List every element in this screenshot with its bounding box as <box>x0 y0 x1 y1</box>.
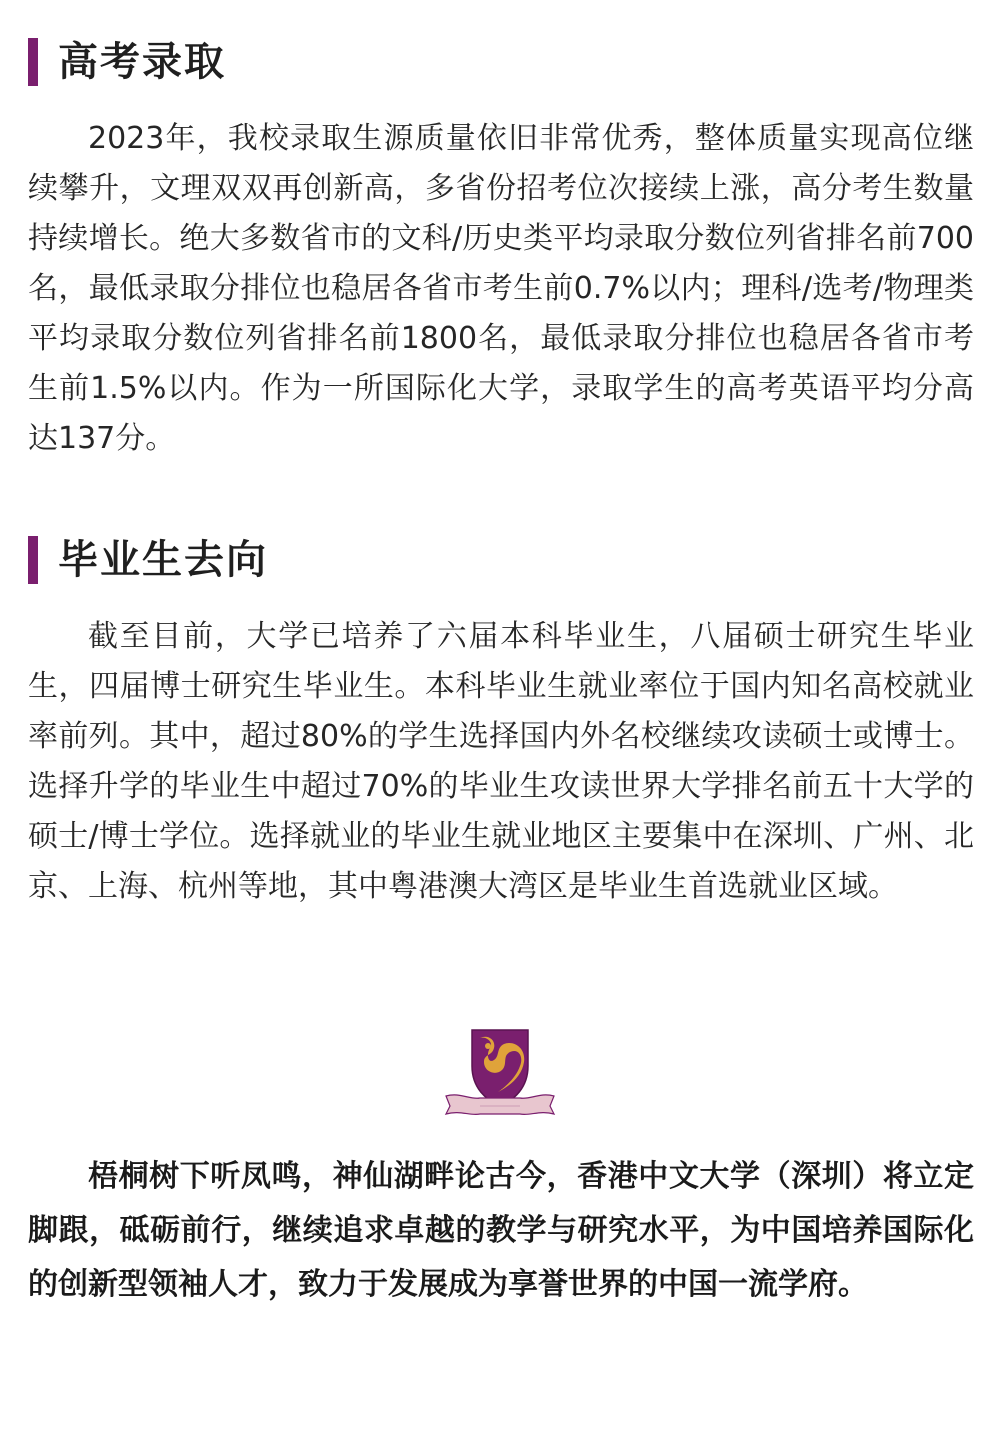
heading-accent-bar <box>28 38 38 86</box>
graduates-heading <box>28 536 268 584</box>
emblem-graphic <box>440 1026 560 1118</box>
emblem-ribbon <box>446 1095 554 1115</box>
admission-heading-text: 高考录取 <box>58 39 226 85</box>
heading-accent-bar <box>28 536 38 584</box>
university-emblem-icon <box>440 1026 560 1118</box>
admission-heading <box>28 38 226 86</box>
closing-paragraph: 梧桐树下听凤鸣，神仙湖畔论古今，香港中文大学（深圳）将立定脚跟，砥砺前行，继续追求卓越的教学与研究水平，为中国培养国际化的创新型领袖人才，致力于发展成为享誉世界的中国一流学府。 <box>28 1159 974 1302</box>
admission-paragraph: 2023年，我校录取生源质量依旧非常优秀，整体质量实现高位继续攀升，文理双双再创新高，多省份招考位次接续上涨，高分考生数量持续增长。绝大多数省市的文科/历史类平均录取分数位列省排名前700名，最低录取分排位也稳居各省市考生前0.7%以内；理科/选考/物理类平均录取分数位列省排名前1800名，最低录取分排位也稳居各省市考生前1.5%以内。作为一所国际化大学，录取学生的高考英语平均分高达137分。 <box>28 121 974 456</box>
graduates-heading-text: 毕业生去向 <box>58 537 268 583</box>
graduates-paragraph: 截至目前，大学已培养了六届本科毕业生，八届硕士研究生毕业生，四届博士研究生毕业生。本科毕业生就业率位于国内知名高校就业率前列。其中，超过80%的学生选择国内外名校继续攻读硕士或博士。选择升学的毕业生中超过70%的毕业生攻读世界大学排名前五十大学的硕士/博士学位。选择就业的毕业生就业地区主要集中在深圳、广州、北京、上海、杭州等地，其中粤港澳大湾区是毕业生首选就业区域。 <box>28 619 974 904</box>
